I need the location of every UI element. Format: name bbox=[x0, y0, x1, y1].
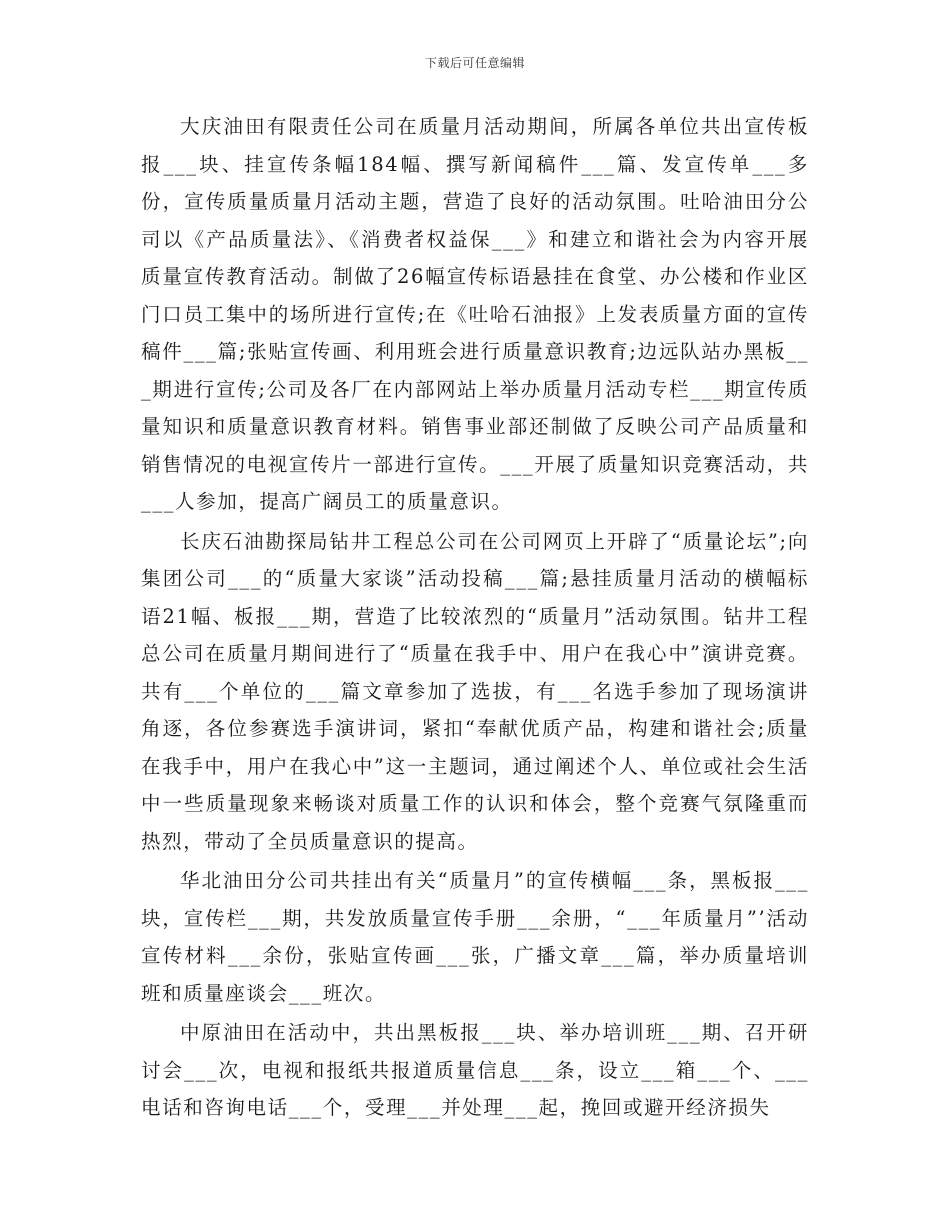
document-body bbox=[141, 108, 809, 1129]
paragraph-changqing: 长庆石油勘探局钻井工程总公司在公司网页上开辟了“质量论坛”;向集团公司___的“质量大家谈”活动投稿___篇;悬挂质量月活动的横幅标语21幅、板报___期，营造了比较浓烈的“质量月”活动氛围。钻井工程总公司在质量月期间进行了“质量在我手中、用户在我心中”演讲竞赛。共有___个单位的___篇文章参加了选拔，有___名选手参加了现场演讲角逐，各位参赛选手演讲词，紧扣“奉献优质产品，构建和谐社会;质量在我手中，用户在我心中”这一主题词，通过阐述个人、单位或社会生活中一些质量现象来畅谈对质量工作的认识和体会，整个竞赛气氛隆重而热烈，带动了全员质量意识的提高。 bbox=[141, 529, 809, 853]
paragraph-zhongyuan: 中原油田在活动中，共出黑板报___块、举办培训班___期、召开研讨会___次，电视和报纸共报道质量信息___条，设立___箱___个、___电话和咨询电话___个，受理___并处理___起，挽回或避开经济损失 bbox=[141, 1021, 809, 1119]
paragraph-daqing: 大庆油田有限责任公司在质量月活动期间，所属各单位共出宣传板报___块、挂宣传条幅184幅、撰写新闻稿件___篇、发宣传单___多份，宣传质量质量月活动主题，营造了良好的活动氛围。吐哈油田分公司以《产品质量法》、《消费者权益保___》和建立和谐社会为内容开展质量宣传教育活动。制做了26幅宣传标语悬挂在食堂、办公楼和作业区门口员工集中的场所进行宣传;在《吐哈石油报》上发表质量方面的宣传稿件___篇;张贴宣传画、利用班会进行质量意识教育;边远队站办黑板___期进行宣传;公司及各厂在内部网站上举办质量月活动专栏___期宣传质量知识和质量意识教育材料。销售事业部还制做了反映公司产品质量和销售情况的电视宣传片一部进行宣传。___开展了质量知识竞赛活动，共___人参加，提高广阔员工的质量意识。 bbox=[141, 115, 809, 513]
paragraph-huabei: 华北油田分公司共挂出有关“质量月”的宣传横幅___条，黑板报___块，宣传栏___期，共发放质量宣传手册___余册，“___年质量月”’活动宣传材料___余份，张贴宣传画___张，广播文章___篇，举办质量培训班和质量座谈会___班次。 bbox=[141, 869, 809, 1005]
page-header-note: 下载后可任意编辑 bbox=[424, 56, 525, 70]
